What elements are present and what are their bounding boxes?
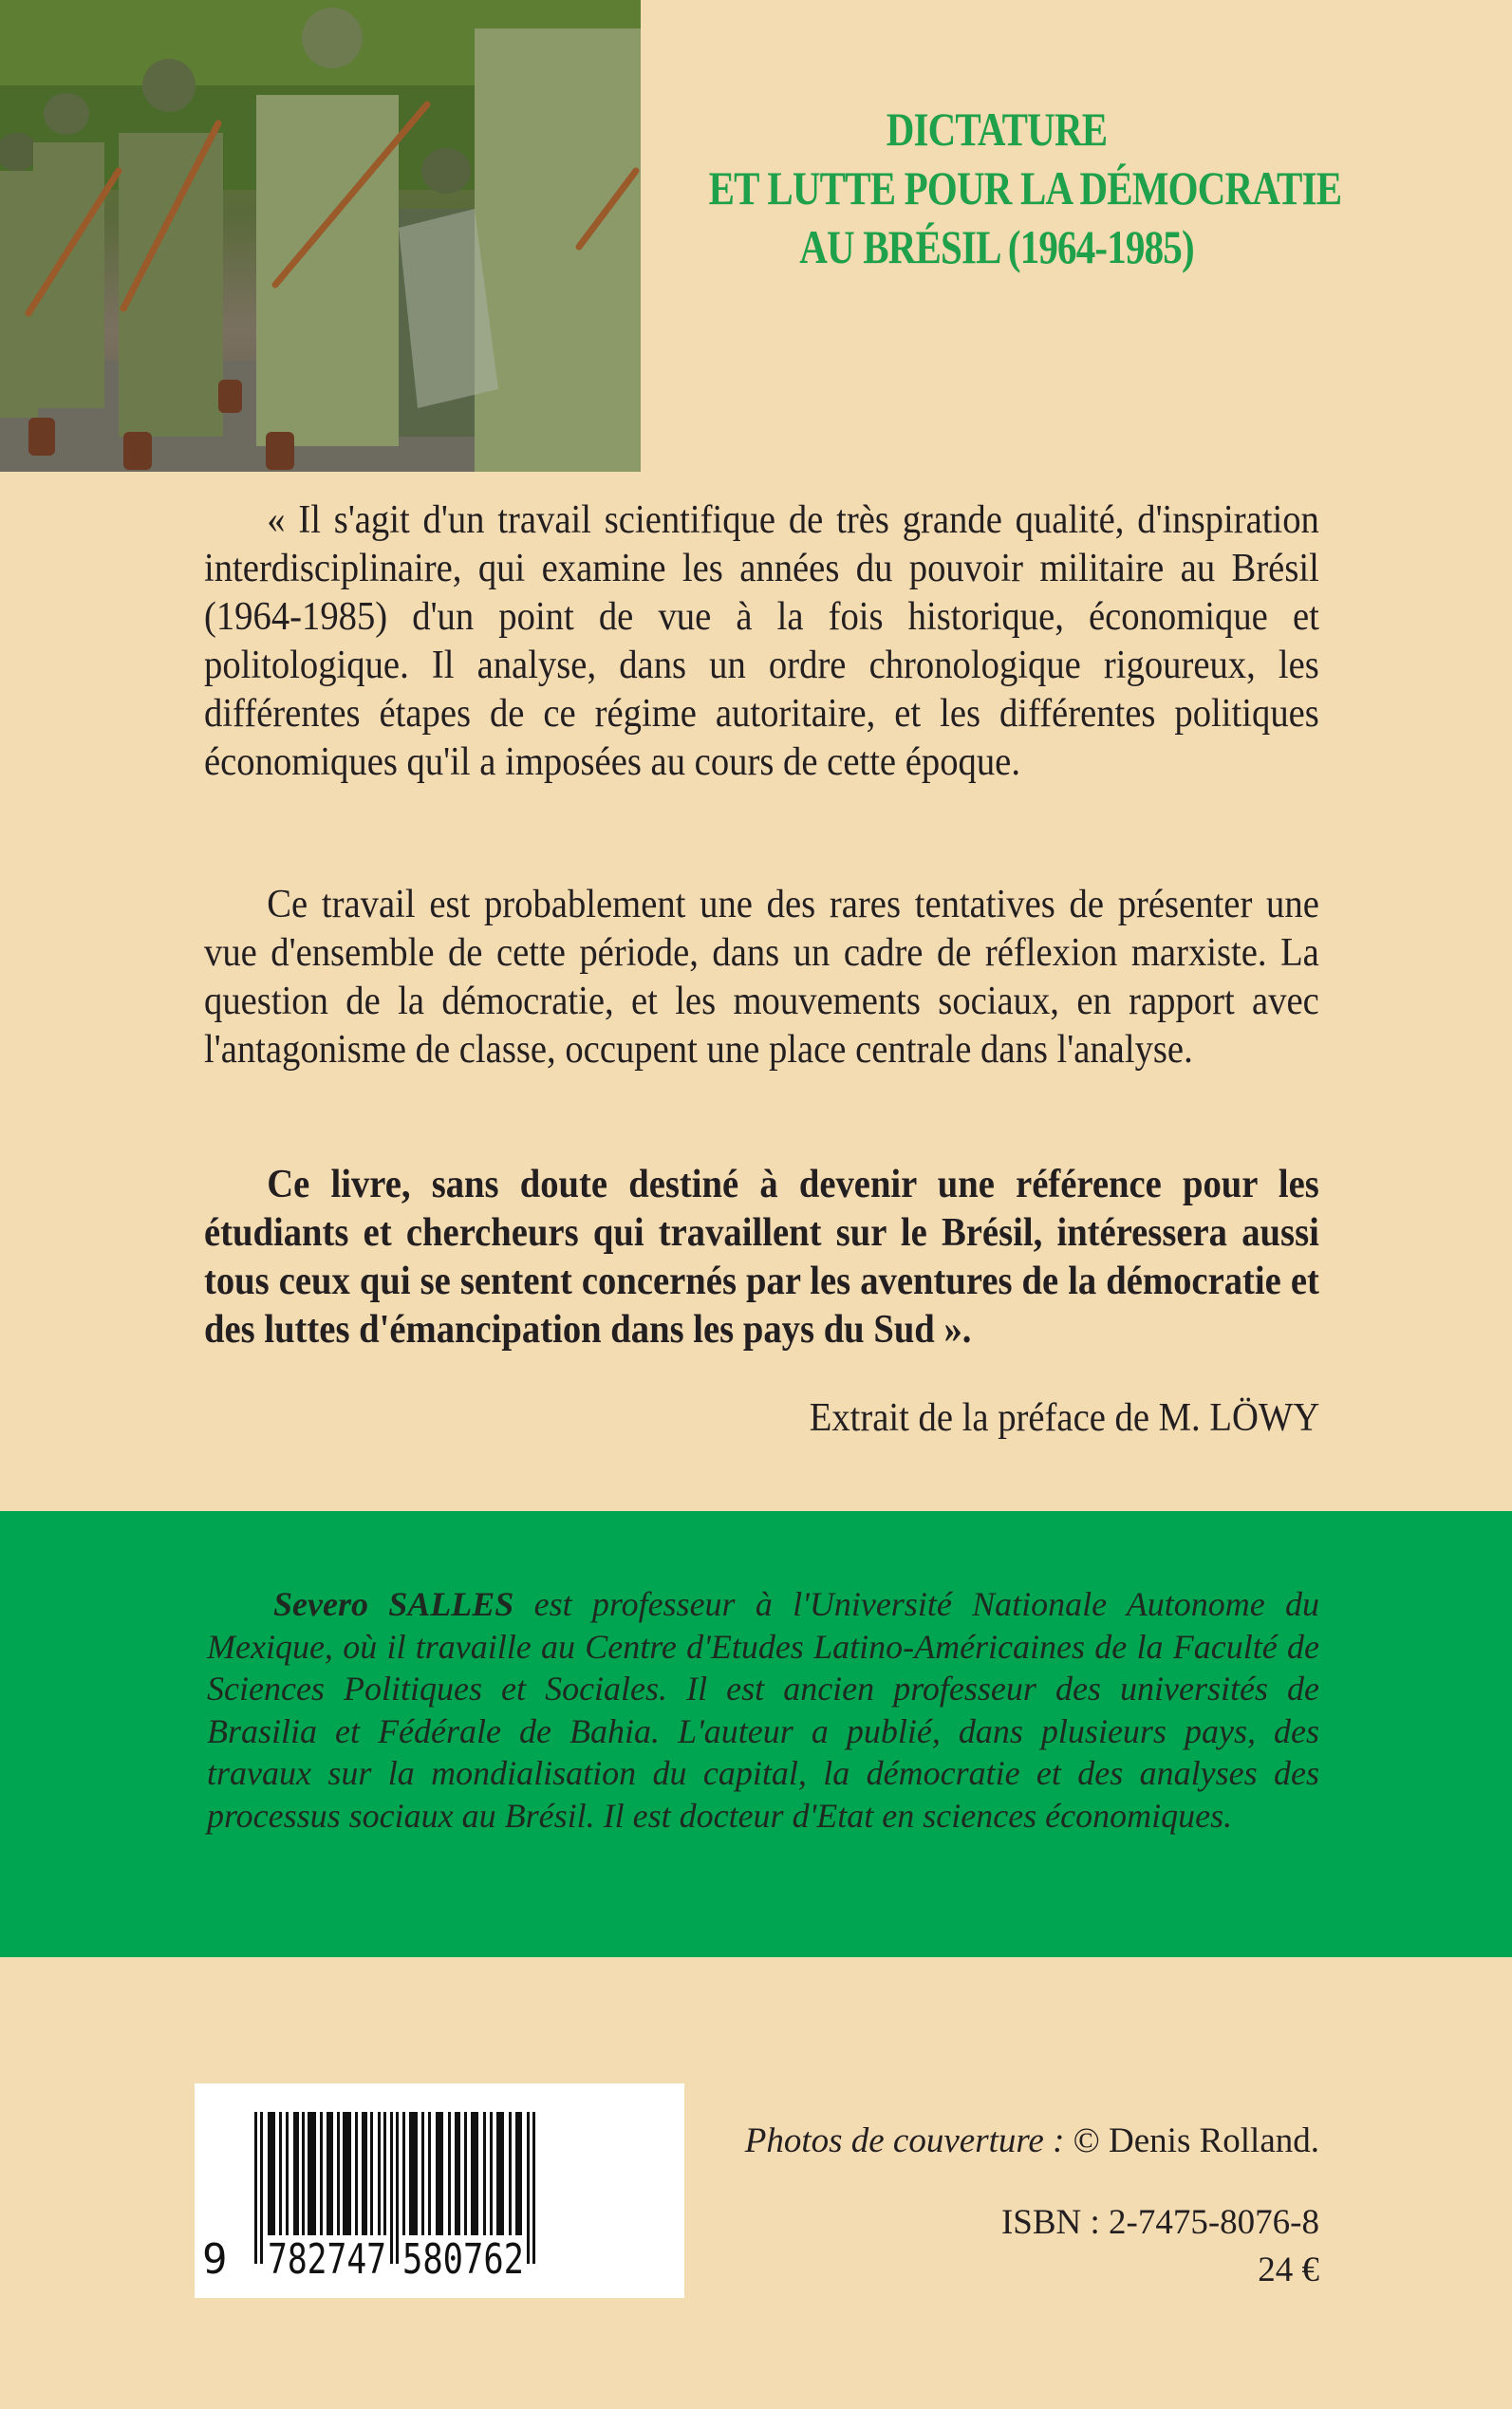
author-bio-text: est professeur à l'Université Nationale Autonome du Mexique, où il travaille au Centre d'Etudes Latino-Américaines de la Faculté de Sciences Politiques et Sociales. Il est ancien professeur des universités de Brasilia et Fédérale de Bahia. L'auteur a publié, dans plusieurs pays, des travaux sur la mondialisation du capital, la démocratie et des analyses des processus sociaux au Brésil. Il est docteur d'Etat en sciences économiques. <box>207 1585 1319 1835</box>
title-line-1: DICTATURE <box>886 103 1108 156</box>
title-line-2: ET LUTTE POUR LA DÉMOCRATIE <box>708 161 1342 215</box>
author-bio <box>207 1583 1319 1837</box>
price: 24 € <box>1258 2250 1319 2289</box>
blurb-paragraph-3: Ce livre, sans doute destiné à devenir une référence pour les étudiants et chercheurs qui travaillent sur le Brésil, intéressera aussi tous ceux qui se sentent concernés par les aventures de la démocratie et des luttes d'émancipation dans les pays du Sud ». <box>204 1163 1319 1352</box>
isbn-number: ISBN : 2-7475-8076-8 <box>1000 2203 1319 2242</box>
title-line-3: AU BRÉSIL (1964-1985) <box>799 220 1194 273</box>
barcode-icon <box>195 2083 684 2298</box>
svg-text:580762: 580762 <box>402 2235 524 2284</box>
book-title <box>708 100 1342 276</box>
svg-text:9: 9 <box>202 2235 228 2284</box>
cover-photo <box>0 0 641 472</box>
blurb-paragraph-1: « Il s'agit d'un travail scientifique de très grande qualité, d'inspiration interdisciplinaire, qui examine les années du pouvoir militaire au Brésil (1964-1985) d'un point de vue à la fois historique, économique et politologique. Il analyse, dans un ordre chronologique rigoureux, les différentes étapes de ce régime autoritaire, et les différentes politiques économiques qu'il a imposées au cours de cette époque. <box>204 498 1319 784</box>
blurb-paragraph-2: Ce travail est probablement une des rares tentatives de présenter une vue d'ensemble de cette période, dans un cadre de réflexion marxiste. La question de la démocratie, et les mouvements sociaux, en rapport avec l'antagonisme de classe, occupent une place centrale dans l'analyse. <box>204 883 1319 1072</box>
isbn-barcode <box>195 2083 684 2298</box>
photo-credits <box>745 2120 1319 2161</box>
svg-text:782747: 782747 <box>268 2235 386 2284</box>
photo-credit-label: Photos de couverture : <box>744 2121 1065 2160</box>
soldiers-marching-image <box>0 0 641 472</box>
author-name: Severo SALLES <box>273 1585 514 1623</box>
preface-attribution: Extrait de la préface de M. LÖWY <box>809 1396 1319 1440</box>
photo-credit-value: © Denis Rolland. <box>1073 2121 1319 2160</box>
